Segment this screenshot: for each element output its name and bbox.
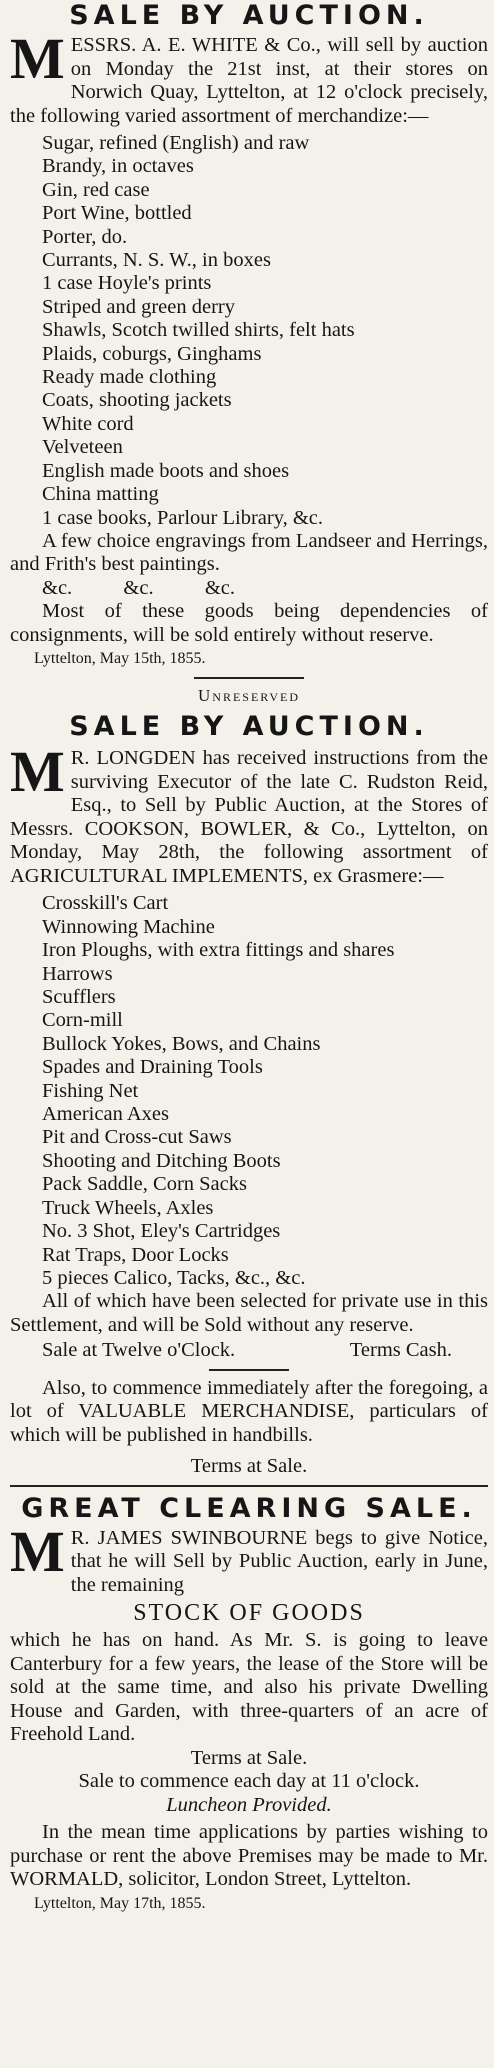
ad2-note: All of which have been selected for private use in this Settlement, and will be Sold without any reserve. — [10, 1290, 488, 1336]
list-item: 1 case Hoyle's prints — [42, 272, 212, 295]
ad-longden-auction — [10, 685, 488, 1478]
list-item: Pit and Cross-cut Saws — [42, 1126, 232, 1149]
list-item: Striped and green derry — [42, 295, 235, 318]
list-item: 5 pieces Calico, Tacks, &c., &c. — [42, 1266, 306, 1289]
ad3-stock-heading: STOCK OF GOODS — [133, 1600, 365, 1627]
list-item: Sugar, refined (English) and raw — [42, 132, 310, 154]
ad3-signature: Lyttelton, May 17th, 1855. — [34, 1894, 206, 1912]
ad3-mean-time: In the mean time applications by parties wishing to purchase or rent the above Premises may be made to Mr. WORMALD, solicitor, London Street, Lyttelton. — [10, 1821, 488, 1891]
ad-white-auction — [10, 0, 488, 671]
ad1-engravings: A few choice engravings from Landseer and Herrings, and Frith's best paintings. — [10, 529, 488, 576]
list-item: American Axes — [42, 1103, 169, 1126]
ad3-terms: Terms at Sale. — [190, 1746, 308, 1769]
ad3-headline: GREAT CLEARING SALE. — [21, 1492, 477, 1524]
ad3-lead-text: R. JAMES SWINBOURNE begs to give Notice, that he will Sell by Public Auction, early in June, the remaining — [70, 1526, 488, 1596]
list-item: Port Wine, bottled — [42, 202, 192, 225]
ad2-lead-text: R. LONGDEN has received instructions from the surviving Executor of the late C. Rudston Reid, Esq., to Sell by Public Auction, at the Stores of Messrs. COOKSON, BOWLER, & Co., Lyttelton, on Monday, May 28th, the following assortment of AGRICULTURAL IMPLEMENTS, ex Grasmere:— — [10, 747, 488, 887]
list-item: Harrows — [42, 962, 113, 985]
list-item: Gin, red case — [42, 178, 150, 201]
list-item: Crosskill's Cart — [42, 892, 169, 915]
ad-swinbourne-sale — [10, 1493, 488, 1916]
ad1-item-list — [10, 132, 488, 530]
ad2-also: Also, to commence immediately after the foregoing, a lot of VALUABLE MERCHANDISE, particulars of which will be published in handbills. — [10, 1376, 488, 1446]
ad2-drop-cap: M — [10, 739, 65, 805]
list-item: Currants, N. S. W., in boxes — [42, 249, 271, 272]
list-item: Iron Ploughs, with extra fittings and shares — [42, 939, 395, 962]
list-item: Velveteen — [42, 436, 123, 459]
list-item: Truck Wheels, Axles — [42, 1196, 214, 1219]
list-item: Pack Saddle, Corn Sacks — [42, 1173, 247, 1196]
list-item: Fishing Net — [42, 1079, 139, 1102]
ad2-kicker: Unreserved — [198, 686, 300, 706]
ad1-lead — [10, 26, 488, 128]
list-item: China matting — [42, 483, 159, 506]
ad1-drop-cap: M — [10, 26, 65, 91]
divider — [10, 1485, 488, 1487]
list-item: Brandy, in octaves — [42, 155, 194, 178]
ad1-lead-text: ESSRS. A. E. WHITE & Co., will sell by auction on Monday the 21st inst, at their stores on Norwich Quay, Lyttelton, at 12 o'clock precisely, the following varied assortment of merchandize:— — [10, 34, 488, 127]
list-item: Plaids, coburgs, Ginghams — [42, 342, 262, 365]
ad2-sale-time: Sale at Twelve o'Clock. — [42, 1339, 236, 1362]
list-item: White cord — [42, 412, 134, 435]
list-item: Scufflers — [42, 986, 116, 1009]
ad2-lead — [10, 739, 488, 888]
list-item: No. 3 Shot, Eley's Cartridges — [42, 1220, 281, 1243]
divider — [209, 1369, 289, 1371]
ad1-signature: Lyttelton, May 15th, 1855. — [34, 650, 206, 668]
list-item: Spades and Draining Tools — [42, 1056, 263, 1079]
ad1-etc: &c. &c. &c. — [42, 576, 236, 599]
list-item: Rat Traps, Door Locks — [42, 1243, 229, 1266]
ad3-luncheon: Luncheon Provided. — [166, 1793, 332, 1816]
ad3-commence: Sale to commence each day at 11 o'clock. — [78, 1770, 420, 1793]
ad2-terms: Terms Cash. — [349, 1339, 452, 1362]
list-item: 1 case books, Parlour Library, &c. — [42, 506, 324, 529]
ad2-headline: SALE BY AUCTION. — [69, 711, 429, 743]
ad1-note: Most of these goods being dependencies of consignments, will be sold entirely without reserve. — [10, 600, 488, 646]
ad3-body: which he has on hand. As Mr. S. is going to leave Canterbury for a few years, the lease of the Store will be sold at the same time, and also his private Dwelling House and Garden, with three-quarters of an acre of Freehold Land. — [10, 1629, 488, 1746]
ad2-item-list — [10, 892, 488, 1290]
ad1-headline: SALE BY AUCTION. — [69, 0, 429, 31]
list-item: English made boots and shoes — [42, 459, 290, 482]
ad3-drop-cap: M — [10, 1518, 65, 1584]
divider — [194, 677, 304, 679]
list-item: Porter, do. — [42, 225, 128, 248]
ad2-terms-row — [10, 1339, 488, 1363]
ad2-terms-at-sale: Terms at Sale. — [190, 1455, 308, 1478]
list-item: Corn-mill — [42, 1009, 123, 1032]
list-item: Shooting and Ditching Boots — [42, 1149, 281, 1172]
ad3-lead — [10, 1518, 488, 1598]
list-item: Bullock Yokes, Bows, and Chains — [42, 1032, 321, 1055]
list-item: Winnowing Machine — [42, 915, 215, 938]
list-item: Coats, shooting jackets — [42, 389, 232, 412]
list-item: Ready made clothing — [42, 366, 217, 389]
list-item: Shawls, Scotch twilled shirts, felt hats — [42, 319, 355, 342]
